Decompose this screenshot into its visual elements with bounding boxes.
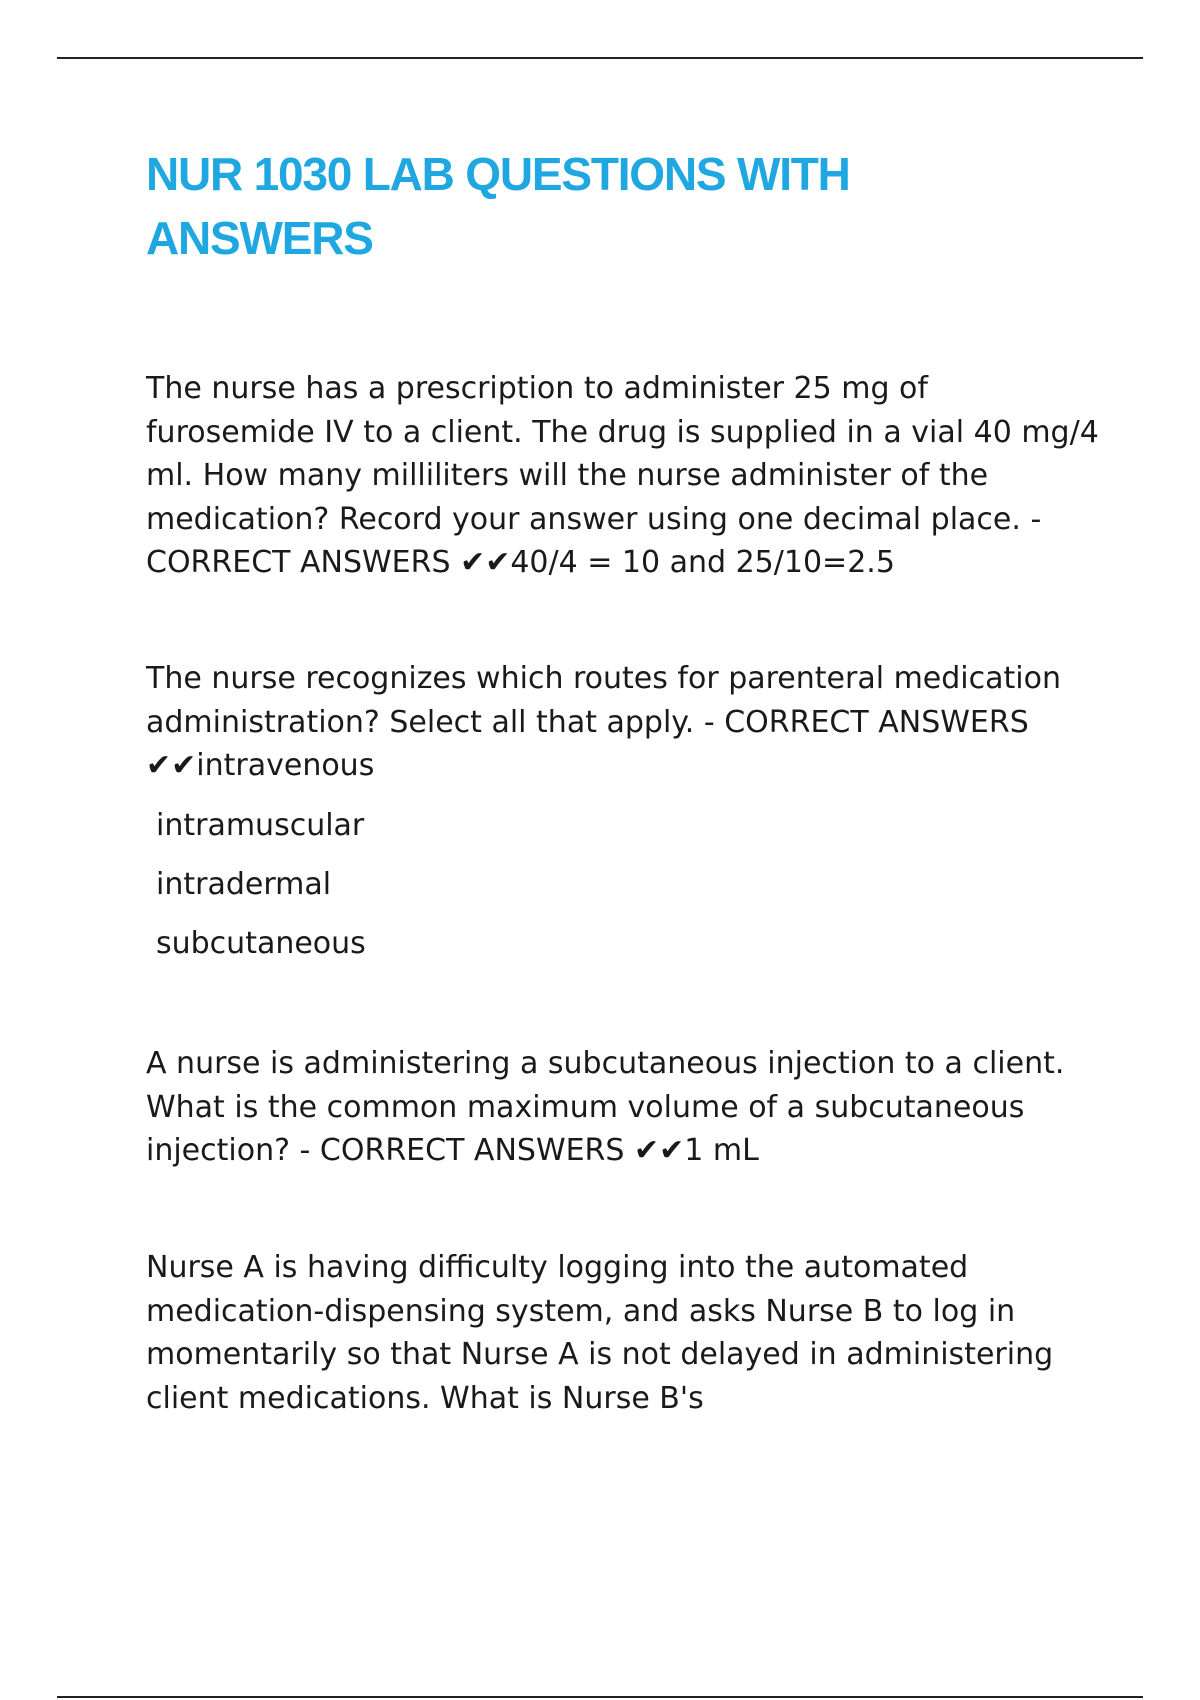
answer-item-intramuscular: intramuscular	[156, 808, 365, 843]
answer-item-intradermal: intradermal	[156, 867, 332, 902]
top-divider	[57, 57, 1143, 59]
question-2: The nurse recognizes which routes for parenteral medication administration? Select all that apply. - CORRECT ANSWERS ✔✔intravenous	[146, 661, 1061, 783]
bottom-divider	[57, 1696, 1143, 1698]
document-title: NUR 1030 LAB QUESTIONS WITH ANSWERS	[146, 148, 850, 264]
question-4: Nurse A is having difficulty logging into the automated medication-dispensing system, and asks Nurse B to log in momentarily so that Nurse A is not delayed in administering client medications. What is Nurse B's	[146, 1250, 1054, 1416]
question-1: The nurse has a prescription to administer 25 mg of furosemide IV to a client. The drug is supplied in a vial 40 mg/4 ml. How many milliliters will the nurse administer of the medication? Record your answer using one decimal place. - CORRECT ANSWERS ✔✔40/4 = 10 and 25/10=2.5	[146, 371, 1099, 580]
answer-item-subcutaneous: subcutaneous	[156, 926, 366, 961]
question-3: A nurse is administering a subcutaneous injection to a client. What is the common maximum volume of a subcutaneous injection? - CORRECT ANSWERS ✔✔1 mL	[146, 1046, 1065, 1168]
